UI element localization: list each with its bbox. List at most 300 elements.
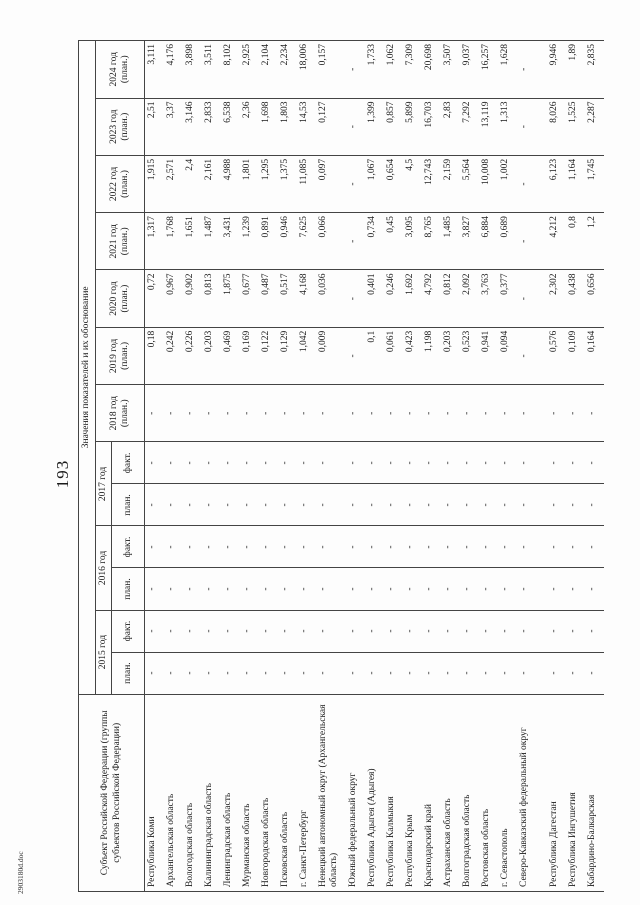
- plan-value-cell: 2,83: [441, 98, 460, 155]
- plan-value-cell: -: [517, 327, 547, 384]
- region-name: Республика Адыгея (Адыгея): [365, 694, 384, 891]
- base-year-cell: -: [441, 442, 460, 484]
- plan-value-cell: 0,122: [259, 327, 278, 384]
- base-year-cell: -: [145, 526, 164, 568]
- base-year-cell: -: [441, 652, 460, 694]
- base-year-cell: -: [498, 568, 517, 610]
- base-year-cell: -: [316, 526, 346, 568]
- base-year-cell: -: [517, 610, 547, 652]
- region-name: Астраханская область: [441, 694, 460, 891]
- plan-value-cell: -: [259, 385, 278, 442]
- base-year-cell: -: [585, 610, 604, 652]
- base-year-cell: -: [498, 610, 517, 652]
- plan-value-cell: 9,037: [460, 41, 479, 99]
- base-year-cell: -: [517, 652, 547, 694]
- base-year-cell: -: [479, 526, 498, 568]
- plan-value-cell: -: [498, 385, 517, 442]
- plan-subheader: план.: [112, 652, 145, 694]
- region-name: Ненецкий автономный округ (Архангельская область): [316, 694, 346, 891]
- fact-subheader: факт.: [112, 610, 145, 652]
- table-row: [460, 41, 479, 892]
- base-year-cell: -: [164, 526, 183, 568]
- region-name: Республика Калмыкия: [384, 694, 403, 891]
- plan-value-cell: 0,242: [164, 327, 183, 384]
- base-year-cell: -: [183, 442, 202, 484]
- base-year-cell: -: [346, 652, 365, 694]
- plan-value-cell: 0,109: [566, 327, 585, 384]
- base-year-cell: -: [517, 526, 547, 568]
- base-year-cell: -: [479, 568, 498, 610]
- plan-value-cell: 4,212: [547, 213, 566, 270]
- plan-value-cell: 0,157: [316, 41, 346, 99]
- table-row: [403, 41, 422, 892]
- base-year-cell: -: [202, 652, 221, 694]
- plan-year-header: 2024 год (план.): [96, 41, 145, 99]
- base-year-cell: -: [547, 610, 566, 652]
- base-year-cell: -: [547, 568, 566, 610]
- table-row: [202, 41, 221, 892]
- base-year-cell: -: [441, 526, 460, 568]
- plan-value-cell: 4,5: [403, 155, 422, 212]
- plan-value-cell: 1,915: [145, 155, 164, 212]
- base-year-cell: -: [221, 484, 240, 526]
- plan-value-cell: 0,689: [498, 213, 517, 270]
- plan-value-cell: 3,146: [183, 98, 202, 155]
- region-name: Псковская область: [278, 694, 297, 891]
- plan-value-cell: 3,37: [164, 98, 183, 155]
- region-name: Южный федеральный округ: [346, 694, 365, 891]
- plan-value-cell: 14,53: [297, 98, 316, 155]
- plan-value-cell: 0,061: [384, 327, 403, 384]
- plan-value-cell: 2,51: [145, 98, 164, 155]
- base-year-cell: -: [517, 484, 547, 526]
- base-year-cell: -: [346, 484, 365, 526]
- plan-value-cell: 1,295: [259, 155, 278, 212]
- plan-value-cell: -: [547, 385, 566, 442]
- plan-value-cell: 0,946: [278, 213, 297, 270]
- plan-value-cell: 2,925: [240, 41, 259, 99]
- base-year-cell: -: [585, 526, 604, 568]
- base-year-cell: -: [145, 442, 164, 484]
- base-year-cell: -: [422, 526, 441, 568]
- base-year-cell: -: [498, 442, 517, 484]
- base-year-cell: -: [441, 610, 460, 652]
- table-row: [164, 41, 183, 892]
- plan-value-cell: 7,309: [403, 41, 422, 99]
- plan-value-cell: 1,239: [240, 213, 259, 270]
- base-year-cell: -: [202, 568, 221, 610]
- plan-value-cell: 0,857: [384, 98, 403, 155]
- base-year-cell: -: [384, 652, 403, 694]
- plan-value-cell: -: [183, 385, 202, 442]
- plan-value-cell: 0,009: [316, 327, 346, 384]
- plan-value-cell: 1,733: [365, 41, 384, 99]
- plan-year-header: 2018 год (план.): [96, 385, 145, 442]
- plan-value-cell: 1,768: [164, 213, 183, 270]
- base-year-cell: -: [547, 652, 566, 694]
- plan-value-cell: 0,812: [441, 270, 460, 327]
- base-year-cell: -: [183, 526, 202, 568]
- plan-value-cell: 2,161: [202, 155, 221, 212]
- plan-value-cell: 4,176: [164, 41, 183, 99]
- plan-value-cell: 0,066: [316, 213, 346, 270]
- base-year-cell: -: [240, 610, 259, 652]
- region-name: Калининградская область: [202, 694, 221, 891]
- plan-value-cell: 0,129: [278, 327, 297, 384]
- table-row: [221, 41, 240, 892]
- base-year-cell: -: [202, 610, 221, 652]
- plan-value-cell: 6,884: [479, 213, 498, 270]
- values-header: Значения показателей и их обоснование: [79, 41, 96, 695]
- plan-value-cell: 4,988: [221, 155, 240, 212]
- base-year-cell: -: [547, 442, 566, 484]
- base-year-cell: -: [221, 568, 240, 610]
- base-year-cell: -: [403, 484, 422, 526]
- plan-value-cell: 0,097: [316, 155, 346, 212]
- subject-header: Субъект Российской Федерации (группы субъектов Российской Федерации): [79, 694, 145, 891]
- base-year-cell: -: [145, 484, 164, 526]
- plan-value-cell: 0,469: [221, 327, 240, 384]
- plan-value-cell: 0,1: [365, 327, 384, 384]
- base-year-cell: -: [145, 652, 164, 694]
- plan-value-cell: 10,008: [479, 155, 498, 212]
- table-row: [365, 41, 384, 892]
- plan-value-cell: -: [441, 385, 460, 442]
- page-number: 193: [53, 459, 72, 489]
- base-year-cell: -: [384, 568, 403, 610]
- base-year-cell: -: [346, 610, 365, 652]
- plan-value-cell: 0,377: [498, 270, 517, 327]
- base-year-cell: -: [346, 526, 365, 568]
- plan-value-cell: -: [384, 385, 403, 442]
- base-year-cell: -: [498, 526, 517, 568]
- base-year-cell: -: [183, 610, 202, 652]
- plan-value-cell: 1,198: [422, 327, 441, 384]
- plan-value-cell: 1,89: [566, 41, 585, 99]
- region-name: г. Севастополь: [498, 694, 517, 891]
- region-name: Краснодарский край: [422, 694, 441, 891]
- plan-value-cell: 3,827: [460, 213, 479, 270]
- plan-value-cell: 0,72: [145, 270, 164, 327]
- plan-year-header: 2021 год (план.): [96, 213, 145, 270]
- plan-value-cell: 0,891: [259, 213, 278, 270]
- plan-value-cell: 1,002: [498, 155, 517, 212]
- base-year-cell: -: [403, 568, 422, 610]
- base-year-cell: -: [422, 652, 441, 694]
- plan-value-cell: 3,511: [202, 41, 221, 99]
- plan-value-cell: 0,487: [259, 270, 278, 327]
- plan-value-cell: 2,835: [585, 41, 604, 99]
- plan-value-cell: -: [479, 385, 498, 442]
- base-year-cell: -: [566, 610, 585, 652]
- rotated-table-container: [78, 40, 597, 892]
- plan-value-cell: 12,743: [422, 155, 441, 212]
- plan-value-cell: 3,763: [479, 270, 498, 327]
- base-year-cell: -: [297, 442, 316, 484]
- base-year-cell: -: [479, 442, 498, 484]
- plan-value-cell: 7,625: [297, 213, 316, 270]
- base-year-cell: -: [145, 568, 164, 610]
- plan-value-cell: 6,123: [547, 155, 566, 212]
- base-year-cell: -: [403, 526, 422, 568]
- plan-value-cell: 5,899: [403, 98, 422, 155]
- plan-value-cell: 2,4: [183, 155, 202, 212]
- region-name: Ленинградская область: [221, 694, 240, 891]
- base-year-cell: -: [297, 526, 316, 568]
- plan-value-cell: 1,399: [365, 98, 384, 155]
- plan-value-cell: 0,401: [365, 270, 384, 327]
- plan-value-cell: 1,698: [259, 98, 278, 155]
- plan-value-cell: 6,538: [221, 98, 240, 155]
- base-year-cell: -: [479, 484, 498, 526]
- plan-value-cell: 1,042: [297, 327, 316, 384]
- plan-value-cell: 1,164: [566, 155, 585, 212]
- table-row: [585, 41, 604, 892]
- plan-value-cell: -: [517, 98, 547, 155]
- plan-value-cell: -: [346, 270, 365, 327]
- base-year-cell: -: [566, 484, 585, 526]
- table-row: [183, 41, 202, 892]
- plan-value-cell: -: [297, 385, 316, 442]
- plan-value-cell: 0,656: [585, 270, 604, 327]
- base-year-cell: -: [297, 652, 316, 694]
- region-name: Ростовская область: [479, 694, 498, 891]
- plan-value-cell: 1,487: [202, 213, 221, 270]
- table-row: [566, 41, 585, 892]
- base-year-cell: -: [278, 526, 297, 568]
- base-year-cell: -: [183, 568, 202, 610]
- base-year-cell: -: [566, 568, 585, 610]
- region-name: Кабардино-Балкарская: [585, 694, 604, 891]
- table-row: [479, 41, 498, 892]
- region-name: Архангельская область: [164, 694, 183, 891]
- base-year-cell: -: [403, 442, 422, 484]
- base-year-cell: -: [278, 610, 297, 652]
- plan-value-cell: 4,168: [297, 270, 316, 327]
- table-row: [547, 41, 566, 892]
- plan-value-cell: 0,654: [384, 155, 403, 212]
- plan-value-cell: 1,803: [278, 98, 297, 155]
- base-year-cell: -: [498, 652, 517, 694]
- plan-value-cell: -: [145, 385, 164, 442]
- plan-value-cell: -: [278, 385, 297, 442]
- plan-value-cell: -: [460, 385, 479, 442]
- base-year-cell: -: [384, 610, 403, 652]
- base-year-cell: -: [422, 484, 441, 526]
- base-year-cell: -: [460, 526, 479, 568]
- table-row: [517, 41, 547, 892]
- plan-value-cell: 0,438: [566, 270, 585, 327]
- plan-value-cell: -: [585, 385, 604, 442]
- base-year-cell: -: [278, 484, 297, 526]
- plan-year-header: 2023 год (план.): [96, 98, 145, 155]
- plan-subheader: план.: [112, 568, 145, 610]
- plan-value-cell: 5,564: [460, 155, 479, 212]
- plan-value-cell: 3,431: [221, 213, 240, 270]
- plan-value-cell: 4,792: [422, 270, 441, 327]
- base-year-cell: -: [278, 442, 297, 484]
- base-year-cell: -: [259, 442, 278, 484]
- year-2015-header: 2015 год: [96, 610, 112, 694]
- base-year-cell: -: [479, 652, 498, 694]
- base-year-cell: -: [240, 484, 259, 526]
- plan-value-cell: 0,164: [585, 327, 604, 384]
- base-year-cell: -: [460, 442, 479, 484]
- plan-value-cell: 8,765: [422, 213, 441, 270]
- plan-value-cell: -: [346, 155, 365, 212]
- base-year-cell: -: [297, 610, 316, 652]
- plan-value-cell: 1,875: [221, 270, 240, 327]
- base-year-cell: -: [547, 484, 566, 526]
- base-year-cell: -: [221, 652, 240, 694]
- plan-value-cell: 1,692: [403, 270, 422, 327]
- base-year-cell: -: [517, 568, 547, 610]
- base-year-cell: -: [240, 526, 259, 568]
- base-year-cell: -: [422, 610, 441, 652]
- table-body: [145, 41, 604, 892]
- plan-value-cell: -: [346, 41, 365, 99]
- plan-year-header: 2020 год (план.): [96, 270, 145, 327]
- plan-value-cell: 1,651: [183, 213, 202, 270]
- base-year-cell: -: [297, 484, 316, 526]
- base-year-cell: -: [202, 442, 221, 484]
- region-name: Мурманская область: [240, 694, 259, 891]
- base-year-cell: -: [259, 568, 278, 610]
- base-year-cell: -: [346, 568, 365, 610]
- base-year-cell: -: [240, 442, 259, 484]
- base-year-cell: -: [278, 652, 297, 694]
- base-year-cell: -: [585, 652, 604, 694]
- table-row: [441, 41, 460, 892]
- table-header: [79, 41, 145, 892]
- plan-value-cell: -: [346, 213, 365, 270]
- year-2017-header: 2017 год: [96, 442, 112, 526]
- plan-value-cell: 2,302: [547, 270, 566, 327]
- base-year-cell: -: [403, 652, 422, 694]
- base-year-cell: -: [259, 484, 278, 526]
- base-year-cell: -: [164, 610, 183, 652]
- plan-value-cell: -: [346, 385, 365, 442]
- fact-subheader: факт.: [112, 442, 145, 484]
- base-year-cell: -: [441, 484, 460, 526]
- base-year-cell: -: [585, 484, 604, 526]
- plan-value-cell: -: [517, 41, 547, 99]
- region-name: Республика Дагестан: [547, 694, 566, 891]
- plan-value-cell: 0,203: [441, 327, 460, 384]
- base-year-cell: -: [240, 652, 259, 694]
- table-row: [297, 41, 316, 892]
- base-year-cell: -: [278, 568, 297, 610]
- base-year-cell: -: [164, 568, 183, 610]
- plan-subheader: план.: [112, 484, 145, 526]
- base-year-cell: -: [221, 526, 240, 568]
- plan-value-cell: 2,571: [164, 155, 183, 212]
- plan-value-cell: 0,8: [566, 213, 585, 270]
- table-row: [384, 41, 403, 892]
- base-year-cell: -: [202, 526, 221, 568]
- plan-value-cell: 3,898: [183, 41, 202, 99]
- plan-value-cell: 0,226: [183, 327, 202, 384]
- plan-value-cell: -: [240, 385, 259, 442]
- indicator-table: [78, 40, 604, 892]
- base-year-cell: -: [316, 610, 346, 652]
- base-year-cell: -: [316, 484, 346, 526]
- base-year-cell: -: [259, 526, 278, 568]
- base-year-cell: -: [460, 568, 479, 610]
- base-year-cell: -: [164, 652, 183, 694]
- plan-value-cell: -: [221, 385, 240, 442]
- plan-value-cell: 1,067: [365, 155, 384, 212]
- base-year-cell: -: [384, 484, 403, 526]
- plan-value-cell: 1,2: [585, 213, 604, 270]
- base-year-cell: -: [403, 610, 422, 652]
- base-year-cell: -: [566, 442, 585, 484]
- plan-value-cell: 3,111: [145, 41, 164, 99]
- region-name: Волгоградская область: [460, 694, 479, 891]
- plan-value-cell: 0,423: [403, 327, 422, 384]
- plan-value-cell: 13,119: [479, 98, 498, 155]
- base-year-cell: -: [297, 568, 316, 610]
- plan-value-cell: 1,485: [441, 213, 460, 270]
- plan-value-cell: 1,628: [498, 41, 517, 99]
- base-year-cell: -: [240, 568, 259, 610]
- file-label: 2903180d.doc: [16, 851, 25, 894]
- plan-value-cell: 8,026: [547, 98, 566, 155]
- plan-value-cell: 1,801: [240, 155, 259, 212]
- base-year-cell: -: [422, 568, 441, 610]
- base-year-cell: -: [202, 484, 221, 526]
- plan-value-cell: 0,523: [460, 327, 479, 384]
- base-year-cell: -: [183, 652, 202, 694]
- plan-value-cell: -: [517, 270, 547, 327]
- plan-value-cell: 0,127: [316, 98, 346, 155]
- plan-value-cell: 16,703: [422, 98, 441, 155]
- plan-value-cell: 1,525: [566, 98, 585, 155]
- table-row: [422, 41, 441, 892]
- base-year-cell: -: [547, 526, 566, 568]
- base-year-cell: -: [221, 442, 240, 484]
- plan-value-cell: 8,102: [221, 41, 240, 99]
- base-year-cell: -: [365, 442, 384, 484]
- plan-value-cell: 0,246: [384, 270, 403, 327]
- plan-value-cell: -: [422, 385, 441, 442]
- base-year-cell: -: [441, 568, 460, 610]
- plan-value-cell: -: [202, 385, 221, 442]
- plan-value-cell: 2,833: [202, 98, 221, 155]
- table-row: [346, 41, 365, 892]
- base-year-cell: -: [145, 610, 164, 652]
- base-year-cell: -: [183, 484, 202, 526]
- plan-value-cell: 2,234: [278, 41, 297, 99]
- base-year-cell: -: [498, 484, 517, 526]
- region-name: Новгородская область: [259, 694, 278, 891]
- base-year-cell: -: [585, 442, 604, 484]
- region-name: г. Санкт-Петербург: [297, 694, 316, 891]
- plan-value-cell: 3,507: [441, 41, 460, 99]
- plan-value-cell: -: [164, 385, 183, 442]
- table-row: [498, 41, 517, 892]
- base-year-cell: -: [365, 526, 384, 568]
- plan-value-cell: -: [517, 385, 547, 442]
- table-row: [240, 41, 259, 892]
- plan-value-cell: -: [566, 385, 585, 442]
- plan-value-cell: 1,745: [585, 155, 604, 212]
- plan-value-cell: -: [403, 385, 422, 442]
- base-year-cell: -: [566, 652, 585, 694]
- region-name: Республика Ингушетия: [566, 694, 585, 891]
- plan-value-cell: 1,313: [498, 98, 517, 155]
- plan-value-cell: 1,317: [145, 213, 164, 270]
